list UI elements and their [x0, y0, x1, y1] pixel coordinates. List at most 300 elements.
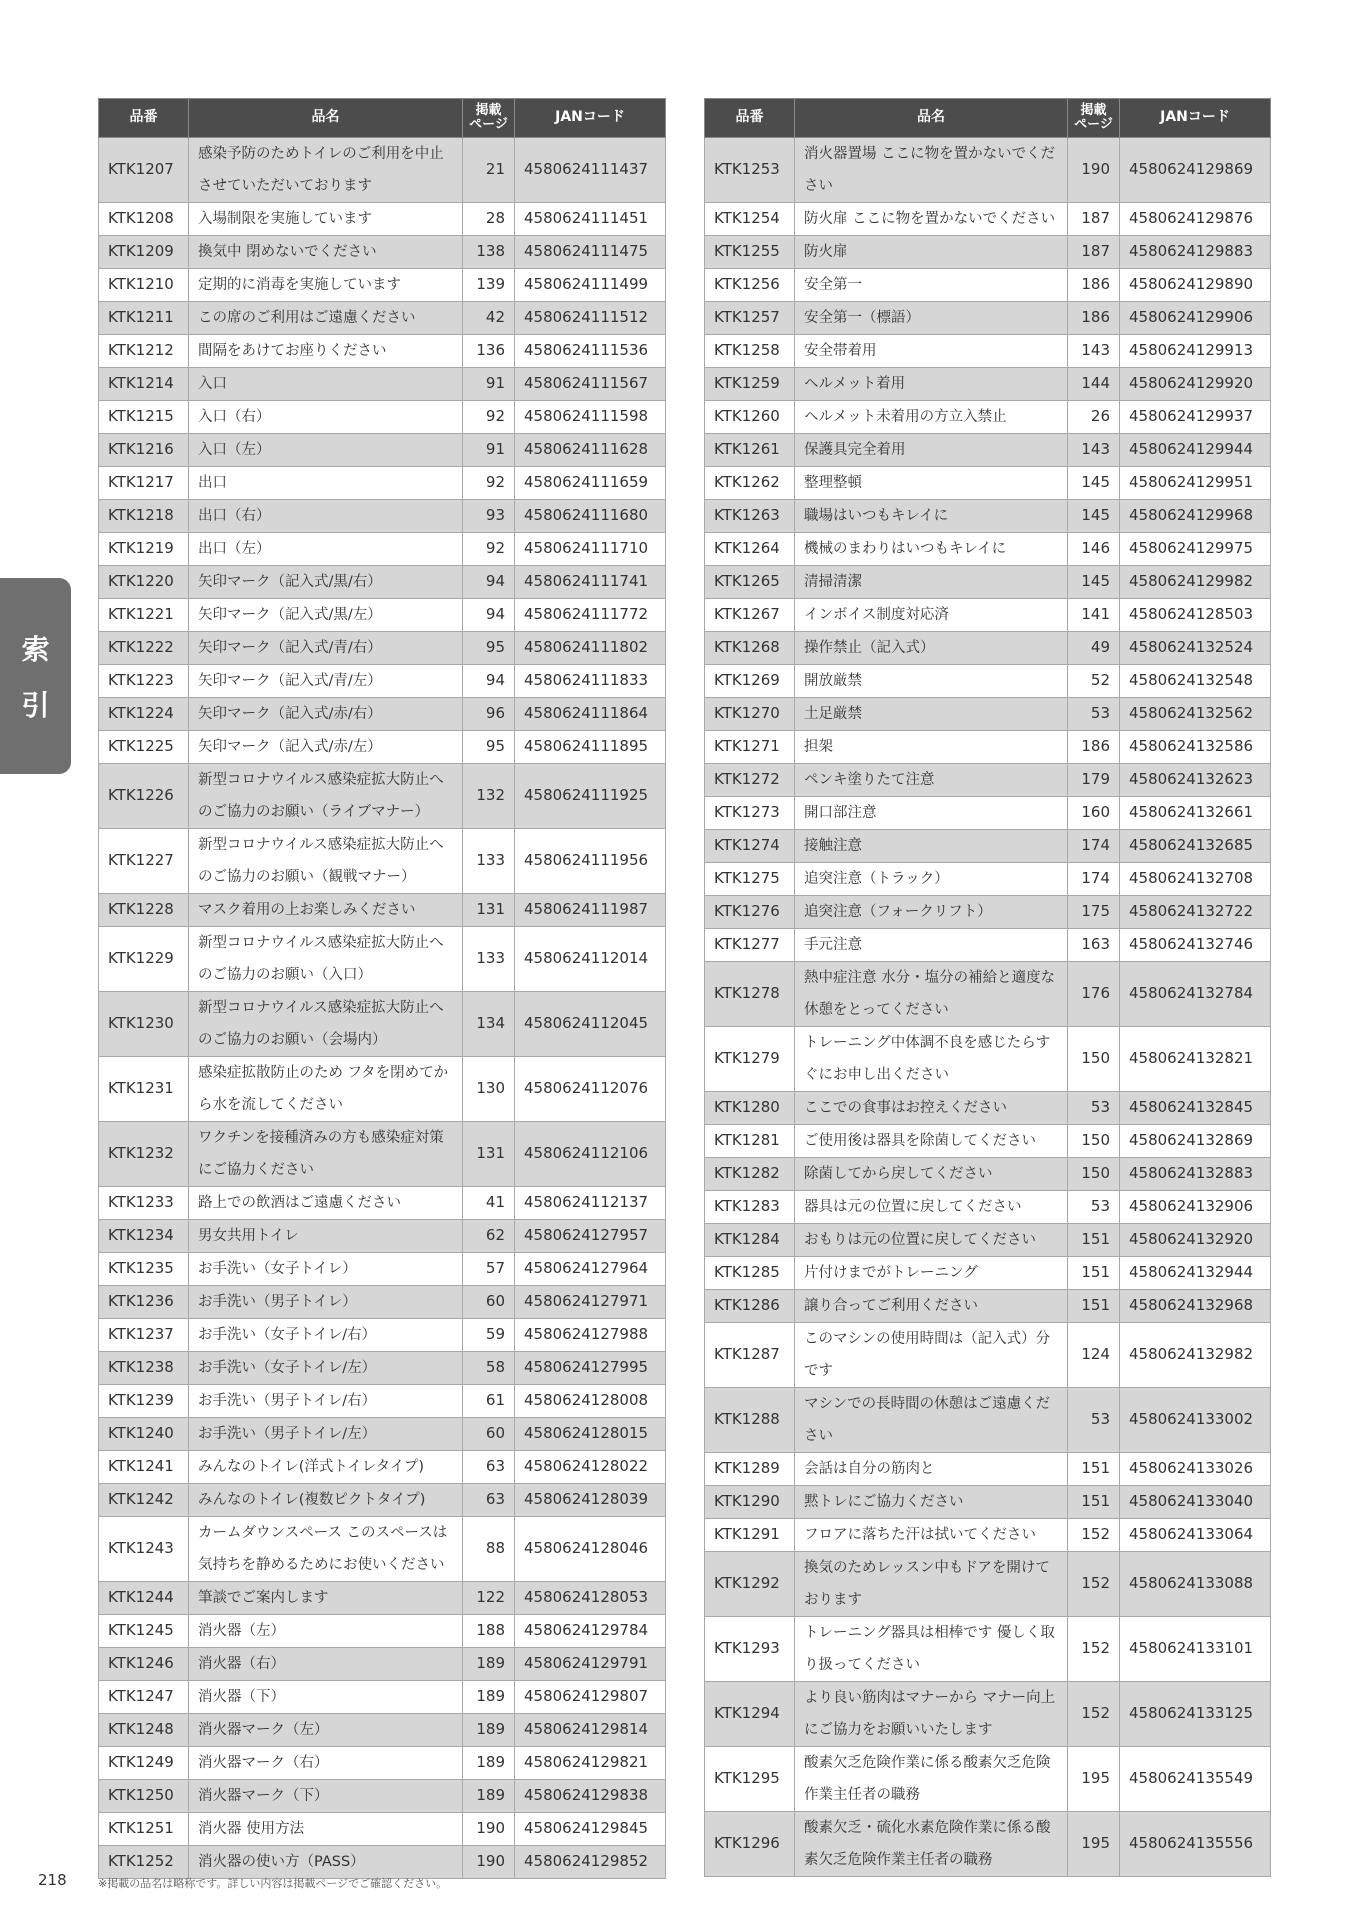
cell-page: 189: [463, 1714, 515, 1747]
cell-page: 91: [463, 368, 515, 401]
cell-name: 入口: [189, 368, 463, 401]
cell-name: ペンキ塗りたて注意: [795, 764, 1068, 797]
cell-code: KTK1283: [705, 1191, 795, 1224]
cell-name: 安全帯着用: [795, 335, 1068, 368]
cell-page: 152: [1068, 1682, 1120, 1747]
cell-page: 151: [1068, 1290, 1120, 1323]
cell-page: 58: [463, 1352, 515, 1385]
cell-name: 出口（右）: [189, 500, 463, 533]
cell-jan: 4580624128053: [515, 1582, 666, 1615]
table-row: [705, 1519, 1271, 1552]
cell-page: 145: [1068, 500, 1120, 533]
cell-code: KTK1230: [99, 992, 189, 1057]
header-page: [463, 99, 515, 138]
cell-page: 122: [463, 1582, 515, 1615]
table-row: [705, 533, 1271, 566]
cell-name: 矢印マーク（記入式/黒/左）: [189, 599, 463, 632]
cell-name: 器具は元の位置に戻してください: [795, 1191, 1068, 1224]
cell-jan: 4580624129784: [515, 1615, 666, 1648]
cell-jan: 4580624111833: [515, 665, 666, 698]
cell-name: 消火器（右）: [189, 1648, 463, 1681]
cell-jan: 4580624127988: [515, 1319, 666, 1352]
cell-name: 追突注意（トラック）: [795, 863, 1068, 896]
cell-name: お手洗い（女子トイレ/左）: [189, 1352, 463, 1385]
cell-jan: 4580624132920: [1120, 1224, 1271, 1257]
table-row: [99, 1582, 666, 1615]
cell-jan: 4580624111475: [515, 236, 666, 269]
cell-code: KTK1210: [99, 269, 189, 302]
cell-code: KTK1234: [99, 1220, 189, 1253]
cell-jan: 4580624133064: [1120, 1519, 1271, 1552]
cell-page: 150: [1068, 1125, 1120, 1158]
cell-code: KTK1218: [99, 500, 189, 533]
table-header-row: [705, 99, 1271, 138]
cell-page: 175: [1068, 896, 1120, 929]
cell-jan: 4580624132524: [1120, 632, 1271, 665]
cell-code: KTK1282: [705, 1158, 795, 1191]
cell-name: 筆談でご案内します: [189, 1582, 463, 1615]
table-row: [99, 1122, 666, 1187]
cell-name: 機械のまわりはいつもキレイに: [795, 533, 1068, 566]
cell-name: お手洗い（男子トイレ/右）: [189, 1385, 463, 1418]
cell-name: 消火器（下）: [189, 1681, 463, 1714]
table-row: [705, 1682, 1271, 1747]
side-tab-char-1: 索: [21, 633, 50, 666]
cell-name: 土足厳禁: [795, 698, 1068, 731]
cell-code: KTK1291: [705, 1519, 795, 1552]
table-row: [99, 894, 666, 927]
cell-page: 145: [1068, 467, 1120, 500]
header-page-line2: ページ: [469, 117, 508, 132]
cell-name: 保護具完全着用: [795, 434, 1068, 467]
index-side-tab[interactable]: [0, 578, 71, 774]
cell-jan: 4580624111499: [515, 269, 666, 302]
cell-page: 152: [1068, 1617, 1120, 1682]
side-tab-char-2: 引: [21, 689, 50, 722]
cell-name: マシンでの長時間の休憩はご遠慮ください: [795, 1388, 1068, 1453]
cell-name: 定期的に消毒を実施しています: [189, 269, 463, 302]
cell-page: 139: [463, 269, 515, 302]
table-row: [705, 1617, 1271, 1682]
cell-name: 安全第一（標語）: [795, 302, 1068, 335]
table-row: [705, 1191, 1271, 1224]
cell-page: 59: [463, 1319, 515, 1352]
cell-jan: 4580624111567: [515, 368, 666, 401]
cell-jan: 4580624129807: [515, 1681, 666, 1714]
table-row: [705, 863, 1271, 896]
cell-name: より良い筋肉はマナーから マナー向上にご協力をお願いいたします: [795, 1682, 1068, 1747]
cell-code: KTK1280: [705, 1092, 795, 1125]
cell-jan: 4580624129975: [1120, 533, 1271, 566]
cell-jan: 4580624132623: [1120, 764, 1271, 797]
cell-code: KTK1228: [99, 894, 189, 927]
cell-jan: 4580624129982: [1120, 566, 1271, 599]
table-row: [705, 1125, 1271, 1158]
cell-name: お手洗い（女子トイレ/右）: [189, 1319, 463, 1352]
cell-page: 150: [1068, 1027, 1120, 1092]
cell-name: 清掃清潔: [795, 566, 1068, 599]
table-row: [705, 962, 1271, 1027]
cell-jan: 4580624129845: [515, 1813, 666, 1846]
cell-name: 出口: [189, 467, 463, 500]
cell-code: KTK1294: [705, 1682, 795, 1747]
cell-jan: 4580624127995: [515, 1352, 666, 1385]
table-row: [705, 467, 1271, 500]
cell-code: KTK1288: [705, 1388, 795, 1453]
cell-name: 防火扉: [795, 236, 1068, 269]
cell-code: KTK1207: [99, 138, 189, 203]
cell-code: KTK1278: [705, 962, 795, 1027]
table-header-row: [99, 99, 666, 138]
cell-page: 62: [463, 1220, 515, 1253]
cell-code: KTK1208: [99, 203, 189, 236]
index-table-right: [704, 98, 1271, 1877]
cell-jan: 4580624112014: [515, 927, 666, 992]
cell-name: 出口（左）: [189, 533, 463, 566]
cell-code: KTK1287: [705, 1323, 795, 1388]
cell-code: KTK1296: [705, 1812, 795, 1877]
cell-page: 145: [1068, 566, 1120, 599]
cell-jan: 4580624129920: [1120, 368, 1271, 401]
table-row: [99, 269, 666, 302]
cell-page: 144: [1068, 368, 1120, 401]
table-row: [99, 1517, 666, 1582]
cell-name: 酸素欠乏・硫化水素危険作業に係る酸素欠乏危険作業主任者の職務: [795, 1812, 1068, 1877]
cell-jan: 4580624129821: [515, 1747, 666, 1780]
cell-page: 92: [463, 401, 515, 434]
cell-page: 96: [463, 698, 515, 731]
cell-code: KTK1232: [99, 1122, 189, 1187]
table-row: [99, 1615, 666, 1648]
cell-jan: 4580624133040: [1120, 1486, 1271, 1519]
cell-jan: 4580624132661: [1120, 797, 1271, 830]
cell-name: 感染予防のためトイレのご利用を中止させていただいております: [189, 138, 463, 203]
cell-code: KTK1273: [705, 797, 795, 830]
cell-name: 操作禁止（記入式）: [795, 632, 1068, 665]
table-row: [705, 1290, 1271, 1323]
cell-jan: 4580624132722: [1120, 896, 1271, 929]
table-row: [705, 1027, 1271, 1092]
table-row: [99, 401, 666, 434]
cell-name: ヘルメット着用: [795, 368, 1068, 401]
cell-page: 131: [463, 1122, 515, 1187]
cell-name: 消火器マーク（左）: [189, 1714, 463, 1747]
header-page: [1068, 99, 1120, 138]
cell-page: 143: [1068, 335, 1120, 368]
cell-jan: 4580624128022: [515, 1451, 666, 1484]
cell-code: KTK1268: [705, 632, 795, 665]
cell-jan: 4580624127971: [515, 1286, 666, 1319]
cell-name: 換気中 閉めないでください: [189, 236, 463, 269]
cell-code: KTK1211: [99, 302, 189, 335]
cell-name: 会話は自分の筋肉と: [795, 1453, 1068, 1486]
cell-name: フロアに落ちた汗は拭いてください: [795, 1519, 1068, 1552]
cell-jan: 4580624111512: [515, 302, 666, 335]
cell-jan: 4580624127957: [515, 1220, 666, 1253]
cell-code: KTK1222: [99, 632, 189, 665]
cell-page: 151: [1068, 1257, 1120, 1290]
table-row: [99, 368, 666, 401]
table-row: [705, 302, 1271, 335]
cell-page: 130: [463, 1057, 515, 1122]
table-row: [705, 797, 1271, 830]
cell-name: 消火器 使用方法: [189, 1813, 463, 1846]
cell-page: 92: [463, 467, 515, 500]
cell-code: KTK1286: [705, 1290, 795, 1323]
cell-name: 入場制限を実施しています: [189, 203, 463, 236]
table-row: [705, 1257, 1271, 1290]
cell-code: KTK1224: [99, 698, 189, 731]
header-jan: JANコード: [1120, 99, 1271, 138]
cell-page: 60: [463, 1286, 515, 1319]
table-row: [99, 1846, 666, 1879]
table-row: [99, 1780, 666, 1813]
cell-jan: 4580624128046: [515, 1517, 666, 1582]
cell-name: 新型コロナウイルス感染症拡大防止へのご協力のお願い（会場内）: [189, 992, 463, 1057]
header-code: 品番: [99, 99, 189, 138]
cell-code: KTK1284: [705, 1224, 795, 1257]
header-name: 品名: [189, 99, 463, 138]
cell-page: 150: [1068, 1158, 1120, 1191]
cell-page: 189: [463, 1648, 515, 1681]
cell-page: 143: [1068, 434, 1120, 467]
table-row: [99, 203, 666, 236]
cell-code: KTK1274: [705, 830, 795, 863]
cell-page: 21: [463, 138, 515, 203]
table-row: [99, 632, 666, 665]
cell-jan: 4580624132548: [1120, 665, 1271, 698]
table-row: [705, 434, 1271, 467]
cell-jan: 4580624129814: [515, 1714, 666, 1747]
cell-name: 新型コロナウイルス感染症拡大防止へのご協力のお願い（入口）: [189, 927, 463, 992]
table-row: [99, 731, 666, 764]
cell-jan: 4580624111956: [515, 829, 666, 894]
cell-page: 187: [1068, 236, 1120, 269]
cell-code: KTK1239: [99, 1385, 189, 1418]
cell-code: KTK1275: [705, 863, 795, 896]
cell-jan: 4580624111802: [515, 632, 666, 665]
cell-jan: 4580624133125: [1120, 1682, 1271, 1747]
cell-page: 63: [463, 1451, 515, 1484]
cell-code: KTK1227: [99, 829, 189, 894]
cell-jan: 4580624133101: [1120, 1617, 1271, 1682]
cell-code: KTK1272: [705, 764, 795, 797]
cell-jan: 4580624128039: [515, 1484, 666, 1517]
table-row: [99, 1286, 666, 1319]
cell-code: KTK1276: [705, 896, 795, 929]
cell-name: 追突注意（フォークリフト）: [795, 896, 1068, 929]
table-row: [99, 599, 666, 632]
cell-code: KTK1250: [99, 1780, 189, 1813]
cell-page: 49: [1068, 632, 1120, 665]
cell-name: 矢印マーク（記入式/黒/右）: [189, 566, 463, 599]
table-row: [705, 335, 1271, 368]
table-row: [99, 434, 666, 467]
cell-page: 146: [1068, 533, 1120, 566]
cell-name: トレーニング中体調不良を感じたらすぐにお申し出ください: [795, 1027, 1068, 1092]
table-row: [705, 138, 1271, 203]
cell-name: 消火器の使い方（PASS）: [189, 1846, 463, 1879]
cell-jan: 4580624132784: [1120, 962, 1271, 1027]
table-row: [705, 1812, 1271, 1877]
cell-name: 矢印マーク（記入式/青/右）: [189, 632, 463, 665]
cell-page: 179: [1068, 764, 1120, 797]
cell-name: 整理整頓: [795, 467, 1068, 500]
cell-code: KTK1295: [705, 1747, 795, 1812]
cell-name: 感染症拡散防止のため フタを閉めてから水を流してください: [189, 1057, 463, 1122]
cell-code: KTK1271: [705, 731, 795, 764]
table-row: [705, 269, 1271, 302]
cell-page: 88: [463, 1517, 515, 1582]
footnote: ※掲載の品名は略称です。詳しい内容は掲載ページでご確認ください。: [98, 1877, 448, 1890]
index-table-left: [98, 98, 666, 1879]
cell-code: KTK1236: [99, 1286, 189, 1319]
cell-code: KTK1262: [705, 467, 795, 500]
cell-name: 換気のためレッスン中もドアを開けております: [795, 1552, 1068, 1617]
table-row: [705, 203, 1271, 236]
table-row: [705, 896, 1271, 929]
table-row: [99, 138, 666, 203]
cell-page: 42: [463, 302, 515, 335]
header-name: 品名: [795, 99, 1068, 138]
table-row: [705, 731, 1271, 764]
cell-jan: 4580624133026: [1120, 1453, 1271, 1486]
cell-code: KTK1292: [705, 1552, 795, 1617]
cell-name: 矢印マーク（記入式/赤/左）: [189, 731, 463, 764]
table-row: [705, 1158, 1271, 1191]
cell-page: 138: [463, 236, 515, 269]
cell-code: KTK1226: [99, 764, 189, 829]
cell-code: KTK1242: [99, 1484, 189, 1517]
cell-page: 163: [1068, 929, 1120, 962]
cell-page: 94: [463, 665, 515, 698]
cell-jan: 4580624129944: [1120, 434, 1271, 467]
cell-code: KTK1223: [99, 665, 189, 698]
table-row: [705, 368, 1271, 401]
cell-page: 176: [1068, 962, 1120, 1027]
cell-page: 92: [463, 533, 515, 566]
table-row: [99, 764, 666, 829]
cell-jan: 4580624135556: [1120, 1812, 1271, 1877]
cell-code: KTK1261: [705, 434, 795, 467]
table-row: [705, 1552, 1271, 1617]
cell-name: 手元注意: [795, 929, 1068, 962]
cell-code: KTK1235: [99, 1253, 189, 1286]
cell-jan: 4580624132869: [1120, 1125, 1271, 1158]
cell-code: KTK1209: [99, 236, 189, 269]
cell-jan: 4580624129876: [1120, 203, 1271, 236]
cell-jan: 4580624111741: [515, 566, 666, 599]
table-row: [705, 236, 1271, 269]
cell-name: おもりは元の位置に戻してください: [795, 1224, 1068, 1257]
cell-page: 52: [1068, 665, 1120, 698]
cell-name: マスク着用の上お楽しみください: [189, 894, 463, 927]
cell-code: KTK1279: [705, 1027, 795, 1092]
cell-code: KTK1243: [99, 1517, 189, 1582]
table-row: [99, 1187, 666, 1220]
cell-code: KTK1225: [99, 731, 189, 764]
cell-code: KTK1249: [99, 1747, 189, 1780]
cell-code: KTK1253: [705, 138, 795, 203]
cell-code: KTK1254: [705, 203, 795, 236]
table-row: [705, 566, 1271, 599]
cell-page: 188: [463, 1615, 515, 1648]
cell-name: 除菌してから戻してください: [795, 1158, 1068, 1191]
cell-code: KTK1289: [705, 1453, 795, 1486]
cell-code: KTK1244: [99, 1582, 189, 1615]
cell-code: KTK1263: [705, 500, 795, 533]
table-row: [705, 401, 1271, 434]
cell-code: KTK1267: [705, 599, 795, 632]
cell-page: 151: [1068, 1486, 1120, 1519]
cell-jan: 4580624111451: [515, 203, 666, 236]
cell-code: KTK1217: [99, 467, 189, 500]
cell-name: 開口部注意: [795, 797, 1068, 830]
cell-name: 消火器（左）: [189, 1615, 463, 1648]
cell-jan: 4580624112045: [515, 992, 666, 1057]
cell-jan: 4580624128008: [515, 1385, 666, 1418]
table-row: [99, 500, 666, 533]
table-row: [705, 698, 1271, 731]
cell-page: 189: [463, 1681, 515, 1714]
header-page-line2: ページ: [1074, 117, 1113, 132]
table-row: [99, 1813, 666, 1846]
cell-page: 136: [463, 335, 515, 368]
cell-name: 片付けまでがトレーニング: [795, 1257, 1068, 1290]
table-row: [99, 1418, 666, 1451]
cell-page: 152: [1068, 1519, 1120, 1552]
cell-jan: 4580624111659: [515, 467, 666, 500]
cell-page: 190: [463, 1813, 515, 1846]
table-row: [705, 1747, 1271, 1812]
cell-page: 186: [1068, 269, 1120, 302]
cell-page: 131: [463, 894, 515, 927]
cell-name: 開放厳禁: [795, 665, 1068, 698]
cell-jan: 4580624129951: [1120, 467, 1271, 500]
cell-page: 160: [1068, 797, 1120, 830]
table-row: [705, 665, 1271, 698]
cell-code: KTK1237: [99, 1319, 189, 1352]
cell-code: KTK1270: [705, 698, 795, 731]
cell-jan: 4580624132708: [1120, 863, 1271, 896]
cell-jan: 4580624111536: [515, 335, 666, 368]
cell-page: 190: [463, 1846, 515, 1879]
cell-code: KTK1285: [705, 1257, 795, 1290]
cell-jan: 4580624132982: [1120, 1323, 1271, 1388]
cell-jan: 4580624133088: [1120, 1552, 1271, 1617]
cell-name: 消火器マーク（右）: [189, 1747, 463, 1780]
cell-code: KTK1214: [99, 368, 189, 401]
table-row: [99, 1451, 666, 1484]
cell-page: 133: [463, 829, 515, 894]
cell-page: 174: [1068, 830, 1120, 863]
cell-code: KTK1231: [99, 1057, 189, 1122]
cell-page: 94: [463, 566, 515, 599]
cell-code: KTK1290: [705, 1486, 795, 1519]
cell-page: 132: [463, 764, 515, 829]
cell-name: このマシンの使用時間は（記入式）分です: [795, 1323, 1068, 1388]
table-row: [99, 1352, 666, 1385]
cell-code: KTK1256: [705, 269, 795, 302]
cell-jan: 4580624111437: [515, 138, 666, 203]
cell-code: KTK1255: [705, 236, 795, 269]
table-row: [99, 1319, 666, 1352]
cell-name: みんなのトイレ(複数ピクトタイプ): [189, 1484, 463, 1517]
table-row: [99, 1253, 666, 1286]
table-row: [99, 335, 666, 368]
cell-page: 186: [1068, 731, 1120, 764]
cell-page: 53: [1068, 1092, 1120, 1125]
